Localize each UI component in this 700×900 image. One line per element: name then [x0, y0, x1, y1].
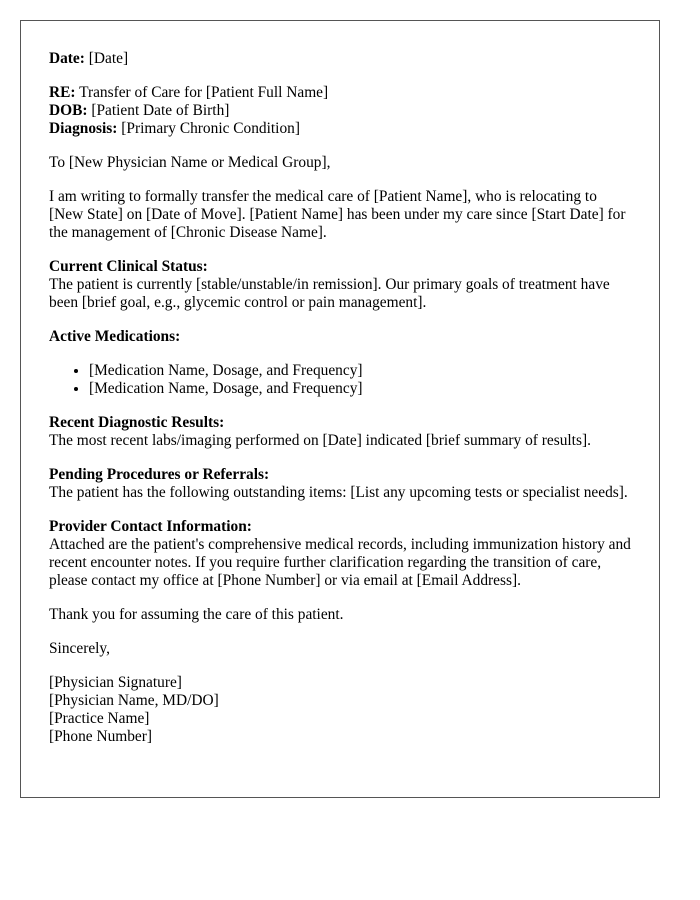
pending-heading: Pending Procedures or Referrals:: [49, 466, 270, 483]
date-label: Date:: [49, 50, 85, 67]
signature-block: [49, 674, 631, 746]
dob-label: DOB:: [49, 102, 88, 119]
diagnosis-line: [49, 120, 631, 138]
diagnostics-section: [49, 414, 631, 450]
re-label: RE:: [49, 84, 76, 101]
dob-line: [49, 102, 631, 120]
medications-section: [49, 328, 631, 398]
clinical-status-section: [49, 258, 631, 312]
list-item: • [Medication Name, Dosage, and Frequency]: [89, 362, 631, 380]
clinical-status-text: The patient is currently [stable/unstable/in remission]. Our primary goals of treatment have been [brief goal, e.g., glycemic control or pain management].: [49, 276, 610, 311]
physician-signature: [Physician Signature]: [49, 674, 182, 691]
pending-section: [49, 466, 631, 502]
practice-name: [Practice Name]: [49, 710, 150, 727]
diagnostics-heading: Recent Diagnostic Results:: [49, 414, 225, 431]
contact-heading: Provider Contact Information:: [49, 518, 252, 535]
re-line: [49, 84, 631, 102]
diagnostics-text: The most recent labs/imaging performed on [Date] indicated [brief summary of results].: [49, 432, 591, 449]
reference-block: [49, 84, 631, 138]
re-value: Transfer of Care for [Patient Full Name]: [79, 84, 329, 101]
diagnosis-label: Diagnosis:: [49, 120, 118, 137]
contact-section: [49, 518, 631, 590]
salutation: To [New Physician Name or Medical Group],: [49, 154, 331, 171]
date-line: [49, 50, 631, 68]
medications-list: [49, 362, 631, 398]
dob-value: [Patient Date of Birth]: [91, 102, 230, 119]
thanks-line: Thank you for assuming the care of this patient.: [49, 606, 344, 623]
closing-line: Sincerely,: [49, 640, 110, 657]
medications-heading: Active Medications:: [49, 328, 181, 345]
intro-paragraph: I am writing to formally transfer the medical care of [Patient Name], who is relocating to [New State] on [Date of Move]. [Patient Name] has been under my care since [Start Date] for the management of [Chronic Disease Name].: [49, 188, 626, 241]
contact-text: Attached are the patient's comprehensive medical records, including immunization history and recent encounter notes. If you require further clarification regarding the transition of care, please contact my office at [Phone Number] or via email at [Email Address].: [49, 536, 631, 589]
physician-phone: [Phone Number]: [49, 728, 153, 745]
pending-text: The patient has the following outstanding items: [List any upcoming tests or specialist needs].: [49, 484, 628, 501]
letter-document: [20, 20, 660, 798]
clinical-status-heading: Current Clinical Status:: [49, 258, 208, 275]
physician-name: [Physician Name, MD/DO]: [49, 692, 219, 709]
diagnosis-value: [Primary Chronic Condition]: [121, 120, 300, 137]
date-value: [Date]: [88, 50, 129, 67]
list-item: • [Medication Name, Dosage, and Frequency]: [89, 380, 631, 398]
